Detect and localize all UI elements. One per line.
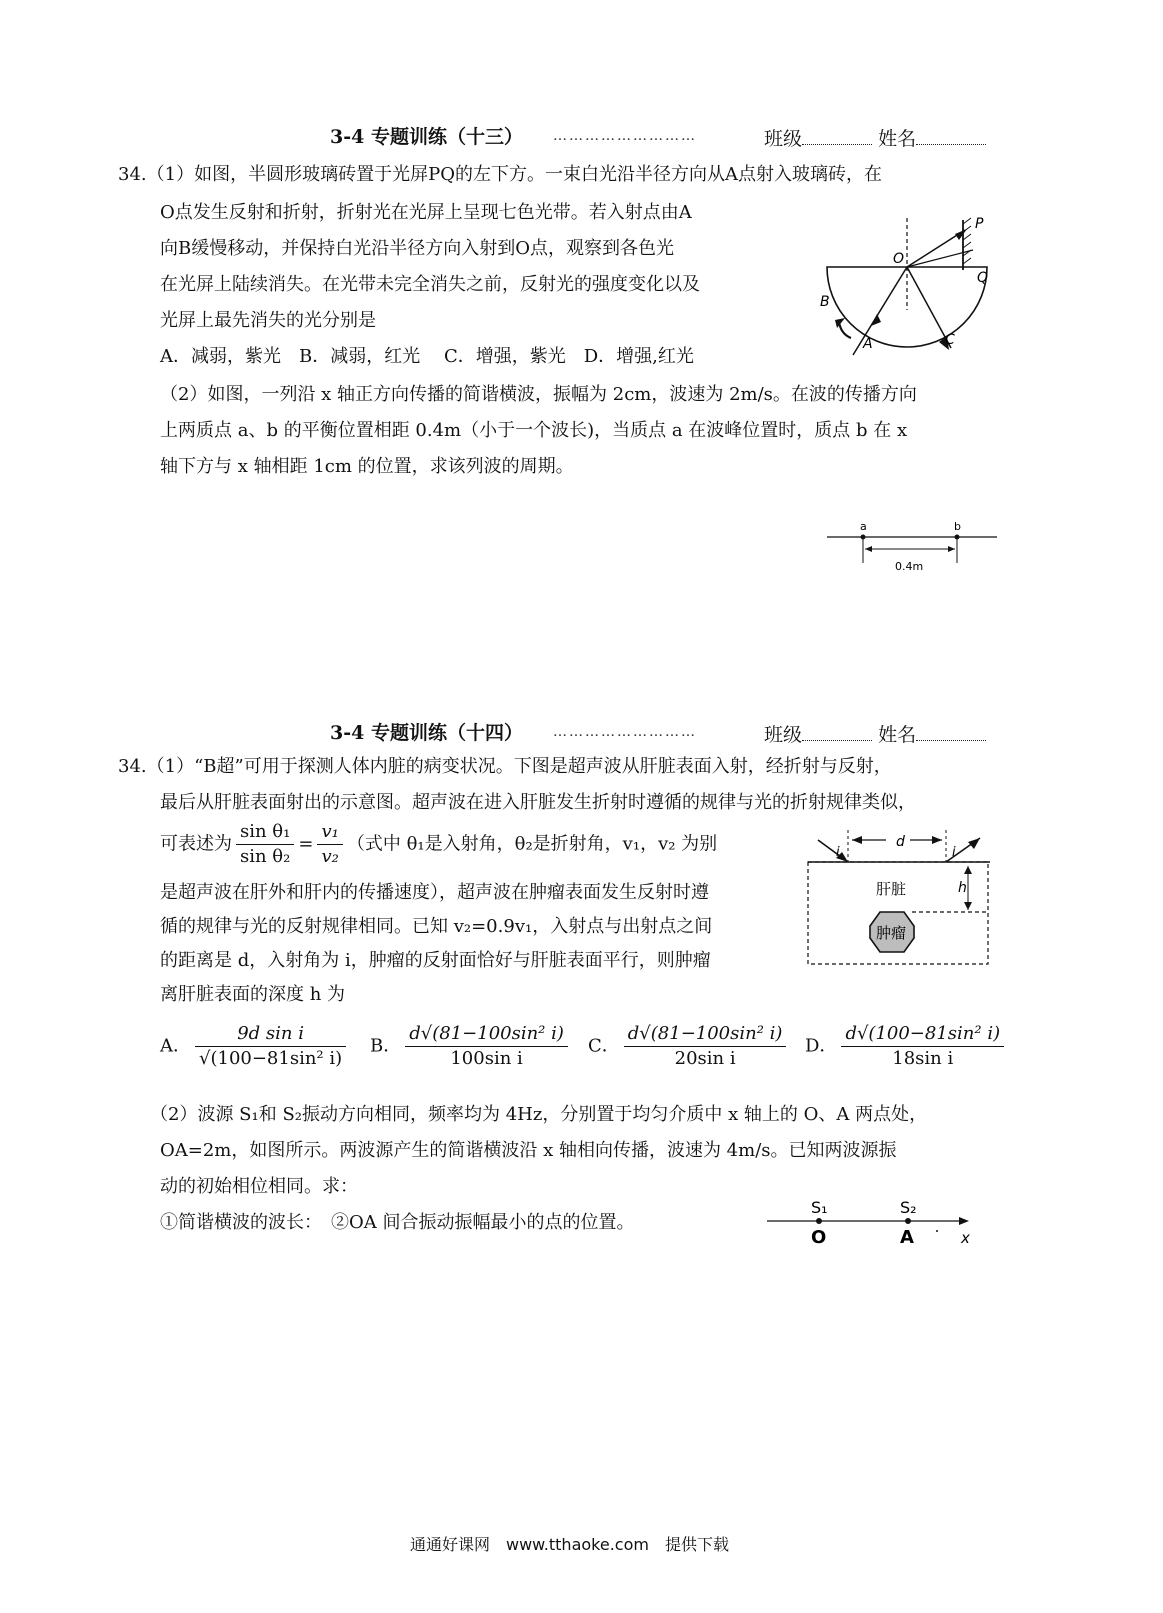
sec13-q2-line0: （2）如图，一列沿 x 轴正方向传播的简谐横波，振幅为 2cm，波速为 2m/s。在波的传播方向: [160, 384, 917, 405]
sec13-dots: ………………………: [553, 128, 697, 144]
sec14-q1-line3: 循的规律与光的反射规律相同。已知 v₂=0.9v₁，入射点与出射点之间: [160, 916, 713, 937]
fig4-label-o: O: [811, 1227, 827, 1247]
fig1-label-p: P: [975, 216, 984, 232]
wave-sources-figure: [765, 1195, 975, 1247]
formula-eq: =: [298, 833, 314, 855]
formula-pre: 可表述为: [160, 833, 232, 855]
sec14-q2-line0: （2）波源 S₁和 S₂振动方向相同，频率均为 4Hz，分别置于均匀介质中 x 轴上的 O、A 两点处，: [150, 1104, 928, 1125]
formula-post: （式中 θ₁是入射角，θ₂是折射角，v₁，v₂ 为别: [346, 833, 718, 855]
sec13-q1-options: A．减弱，紫光 B．减弱，红光 C．增强，紫光 D．增强,红光: [160, 346, 694, 367]
fig1-label-c: C: [945, 332, 955, 348]
fig3-label-d: d: [896, 834, 905, 850]
option-c: C． $\frac{\text{d√(81−100sin² i)}}{\text{20sin i}}$: [588, 1022, 790, 1071]
fig3-label-liver: 肝脏: [876, 880, 907, 898]
sec14-q1-line0: 34.（1）“B超”可用于探测人体内脏的病变状况。下图是超声波从肝脏表面入射，经折射与反射，: [118, 756, 892, 777]
option-b: B． $\frac{\text{d√(81−100sin² i)}}{\text{100sin i}}$: [370, 1022, 572, 1071]
option-d: D． $\frac{\text{d√(100−81sin² i)}}{\text{18sin i}}$: [805, 1022, 1008, 1071]
footer-source: 通通好课网 www.tthaoke.com 提供下载: [410, 1535, 729, 1554]
sec14-q2-line3: ①简谐横波的波长： ②OA 间合振动振幅最小的点的位置。: [160, 1212, 635, 1233]
fig4-label-x: x: [961, 1229, 970, 1247]
formula-sin-ratio: $\frac{\text{sin θ₁}}{\text{sin θ₂}}$: [236, 820, 294, 869]
fig4-label-a: A: [900, 1227, 914, 1247]
fig2-distance: 0.4m: [895, 560, 924, 573]
sec13-q1-line4: 光屏上最先消失的光分别是: [160, 310, 376, 331]
fig2-label-a: a: [860, 520, 867, 533]
sec14-title: 3-4 专题训练（十四）: [330, 722, 523, 744]
sec14-q1-line5: 离肝脏表面的深度 h 为: [160, 984, 346, 1005]
sec13-q2-line2: 轴下方与 x 轴相距 1cm 的位置，求该列波的周期。: [160, 456, 574, 477]
sec13-q1-line2: 向B缓慢移动，并保持白光沿半径方向入射到O点，观察到各色光: [160, 238, 674, 259]
class-blank: [802, 722, 872, 741]
fig3-label-h: h: [958, 880, 967, 896]
sec13-class-field: [764, 124, 986, 151]
sec14-q1-line2: 是超声波在肝外和肝内的传播速度），超声波在肿瘤表面发生反射时遵: [160, 882, 709, 903]
fig4-label-s2: S₂: [900, 1198, 917, 1217]
fig3-label-i-incident: i: [836, 845, 840, 860]
sec14-q2-line1: OA=2m，如图所示。两波源产生的简谐横波沿 x 轴相向传播，波速为 4m/s。已知两波源振: [160, 1140, 897, 1161]
fig1-label-b: B: [820, 294, 830, 310]
liver-ultrasound-figure: [800, 826, 995, 971]
wave-points-figure: [825, 515, 1000, 577]
sec13-q1-line3: 在光屏上陆续消失。在光带未完全消失之前，反射光的强度变化以及: [160, 274, 700, 295]
class-blank: [802, 126, 872, 145]
fig1-label-a: A: [863, 336, 873, 352]
sec14-q2-line2: 动的初始相位相同。求：: [160, 1176, 358, 1197]
sec13-q1-line1: O点发生反射和折射，折射光在光屏上呈现七色光带。若入射点由A: [160, 202, 692, 223]
name-label: 姓名: [878, 724, 917, 746]
sec14-class-field: [764, 720, 986, 747]
fig3-label-tumor: 肿瘤: [876, 924, 907, 942]
fig2-label-b: b: [954, 520, 961, 533]
option-a: A． $\frac{\text{9d sin i}}{\text{√(100−81sin² i)}}$: [160, 1022, 350, 1071]
sec14-q1-line4: 的距离是 d，入射角为 i，肿瘤的反射面恰好与肝脏表面平行，则肿瘤: [160, 950, 711, 971]
sec13-q1-line0: 34.（1）如图，半圆形玻璃砖置于光屏PQ的左下方。一束白光沿半径方向从A点射入玻璃砖，在: [118, 164, 882, 185]
name-blank: [916, 722, 986, 741]
sec14-q1-line1: 最后从肝脏表面射出的示意图。超声波在进入肝脏发生折射时遵循的规律与光的折射规律类似，: [160, 792, 916, 813]
semicircle-glass-figure: [815, 210, 1005, 360]
fig3-label-i-exit: i: [952, 845, 956, 860]
sec13-title: 3-4 专题训练（十三）: [330, 126, 523, 148]
class-label: 班级: [764, 724, 803, 746]
name-blank: [916, 126, 986, 145]
name-label: 姓名: [878, 128, 917, 150]
fig1-label-q: Q: [977, 270, 989, 286]
sec14-dots: ………………………: [553, 724, 697, 740]
sec14-formula-line: [160, 820, 717, 869]
sec13-q2-line1: 上两质点 a、b 的平衡位置相距 0.4m（小于一个波长)，当质点 a 在波峰位置时，质点 b 在 x: [160, 420, 908, 441]
fig1-label-o: O: [893, 251, 905, 267]
formula-v-ratio: $\frac{\text{v₁}}{\text{v₂}}$: [317, 820, 342, 869]
class-label: 班级: [764, 128, 803, 150]
fig4-label-s1: S₁: [811, 1198, 828, 1217]
